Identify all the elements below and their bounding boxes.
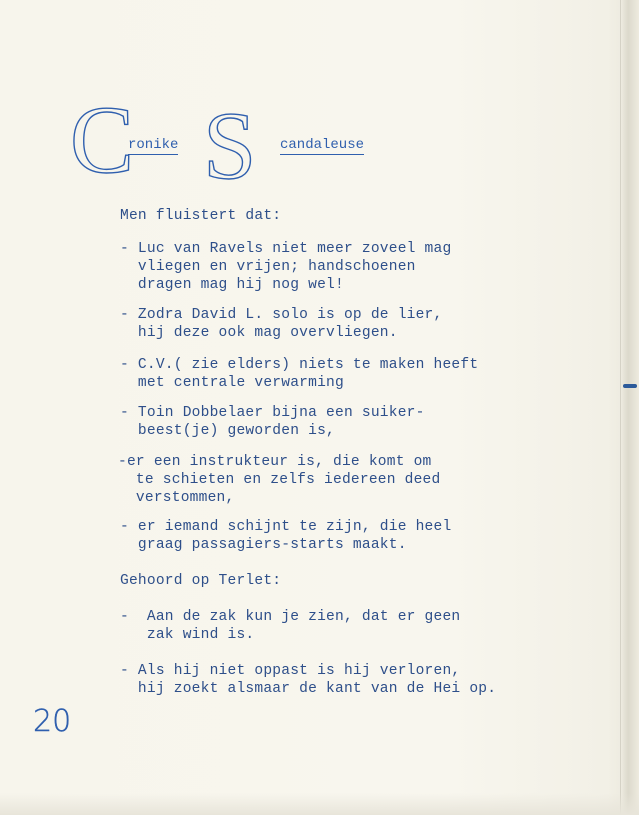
item-line: -er een instrukteur is, die komt om <box>118 454 432 470</box>
title-header <box>70 86 400 199</box>
item-line: - C.V.( zie elders) niets te maken heeft <box>120 357 479 373</box>
item-line: - er iemand schijnt te zijn, die heel <box>120 519 452 535</box>
title-initial-c: C <box>70 86 135 193</box>
item-line: - Zodra David L. solo is op de lier, <box>120 307 443 323</box>
bleed-through-text <box>360 210 634 234</box>
section-heading-whispers: Men fluistert dat: <box>120 208 282 224</box>
item-line: verstommen, <box>118 490 235 506</box>
binding-mark <box>623 384 637 388</box>
item-line: - Als hij niet oppast is hij verloren, <box>120 663 461 679</box>
title-word-candaleuse: candaleuse <box>280 137 365 153</box>
item-line: te schieten en zelfs iedereen deed <box>118 472 441 488</box>
item-line: met centrale verwarming <box>120 375 344 391</box>
item-line: - Aan de zak kun je zien, dat er geen <box>120 609 461 625</box>
item-line: dragen mag hij nog wel! <box>120 277 344 293</box>
item-line: zak wind is. <box>120 627 255 643</box>
item-line: hij deze ook mag overvliegen. <box>120 325 398 341</box>
item-line: vliegen en vrijen; handschoenen <box>120 259 416 275</box>
item-line: - Luc van Ravels niet meer zoveel mag <box>120 241 452 257</box>
section-heading-overheard: Gehoord op Terlet: <box>120 573 282 589</box>
page-right-edge <box>620 0 639 815</box>
page-bottom-edge <box>0 793 639 815</box>
item-line: beest(je) geworden is, <box>120 423 335 439</box>
page-number: 20 <box>33 704 72 739</box>
item-line: - Toin Dobbelaer bijna een suiker- <box>120 405 425 421</box>
item-line: hij zoekt alsmaar de kant van de Hei op. <box>120 681 497 697</box>
title-initial-s: S <box>203 92 257 199</box>
title-word-ronike: ronike <box>128 137 179 153</box>
item-line: graag passagiers-starts maakt. <box>120 537 407 553</box>
